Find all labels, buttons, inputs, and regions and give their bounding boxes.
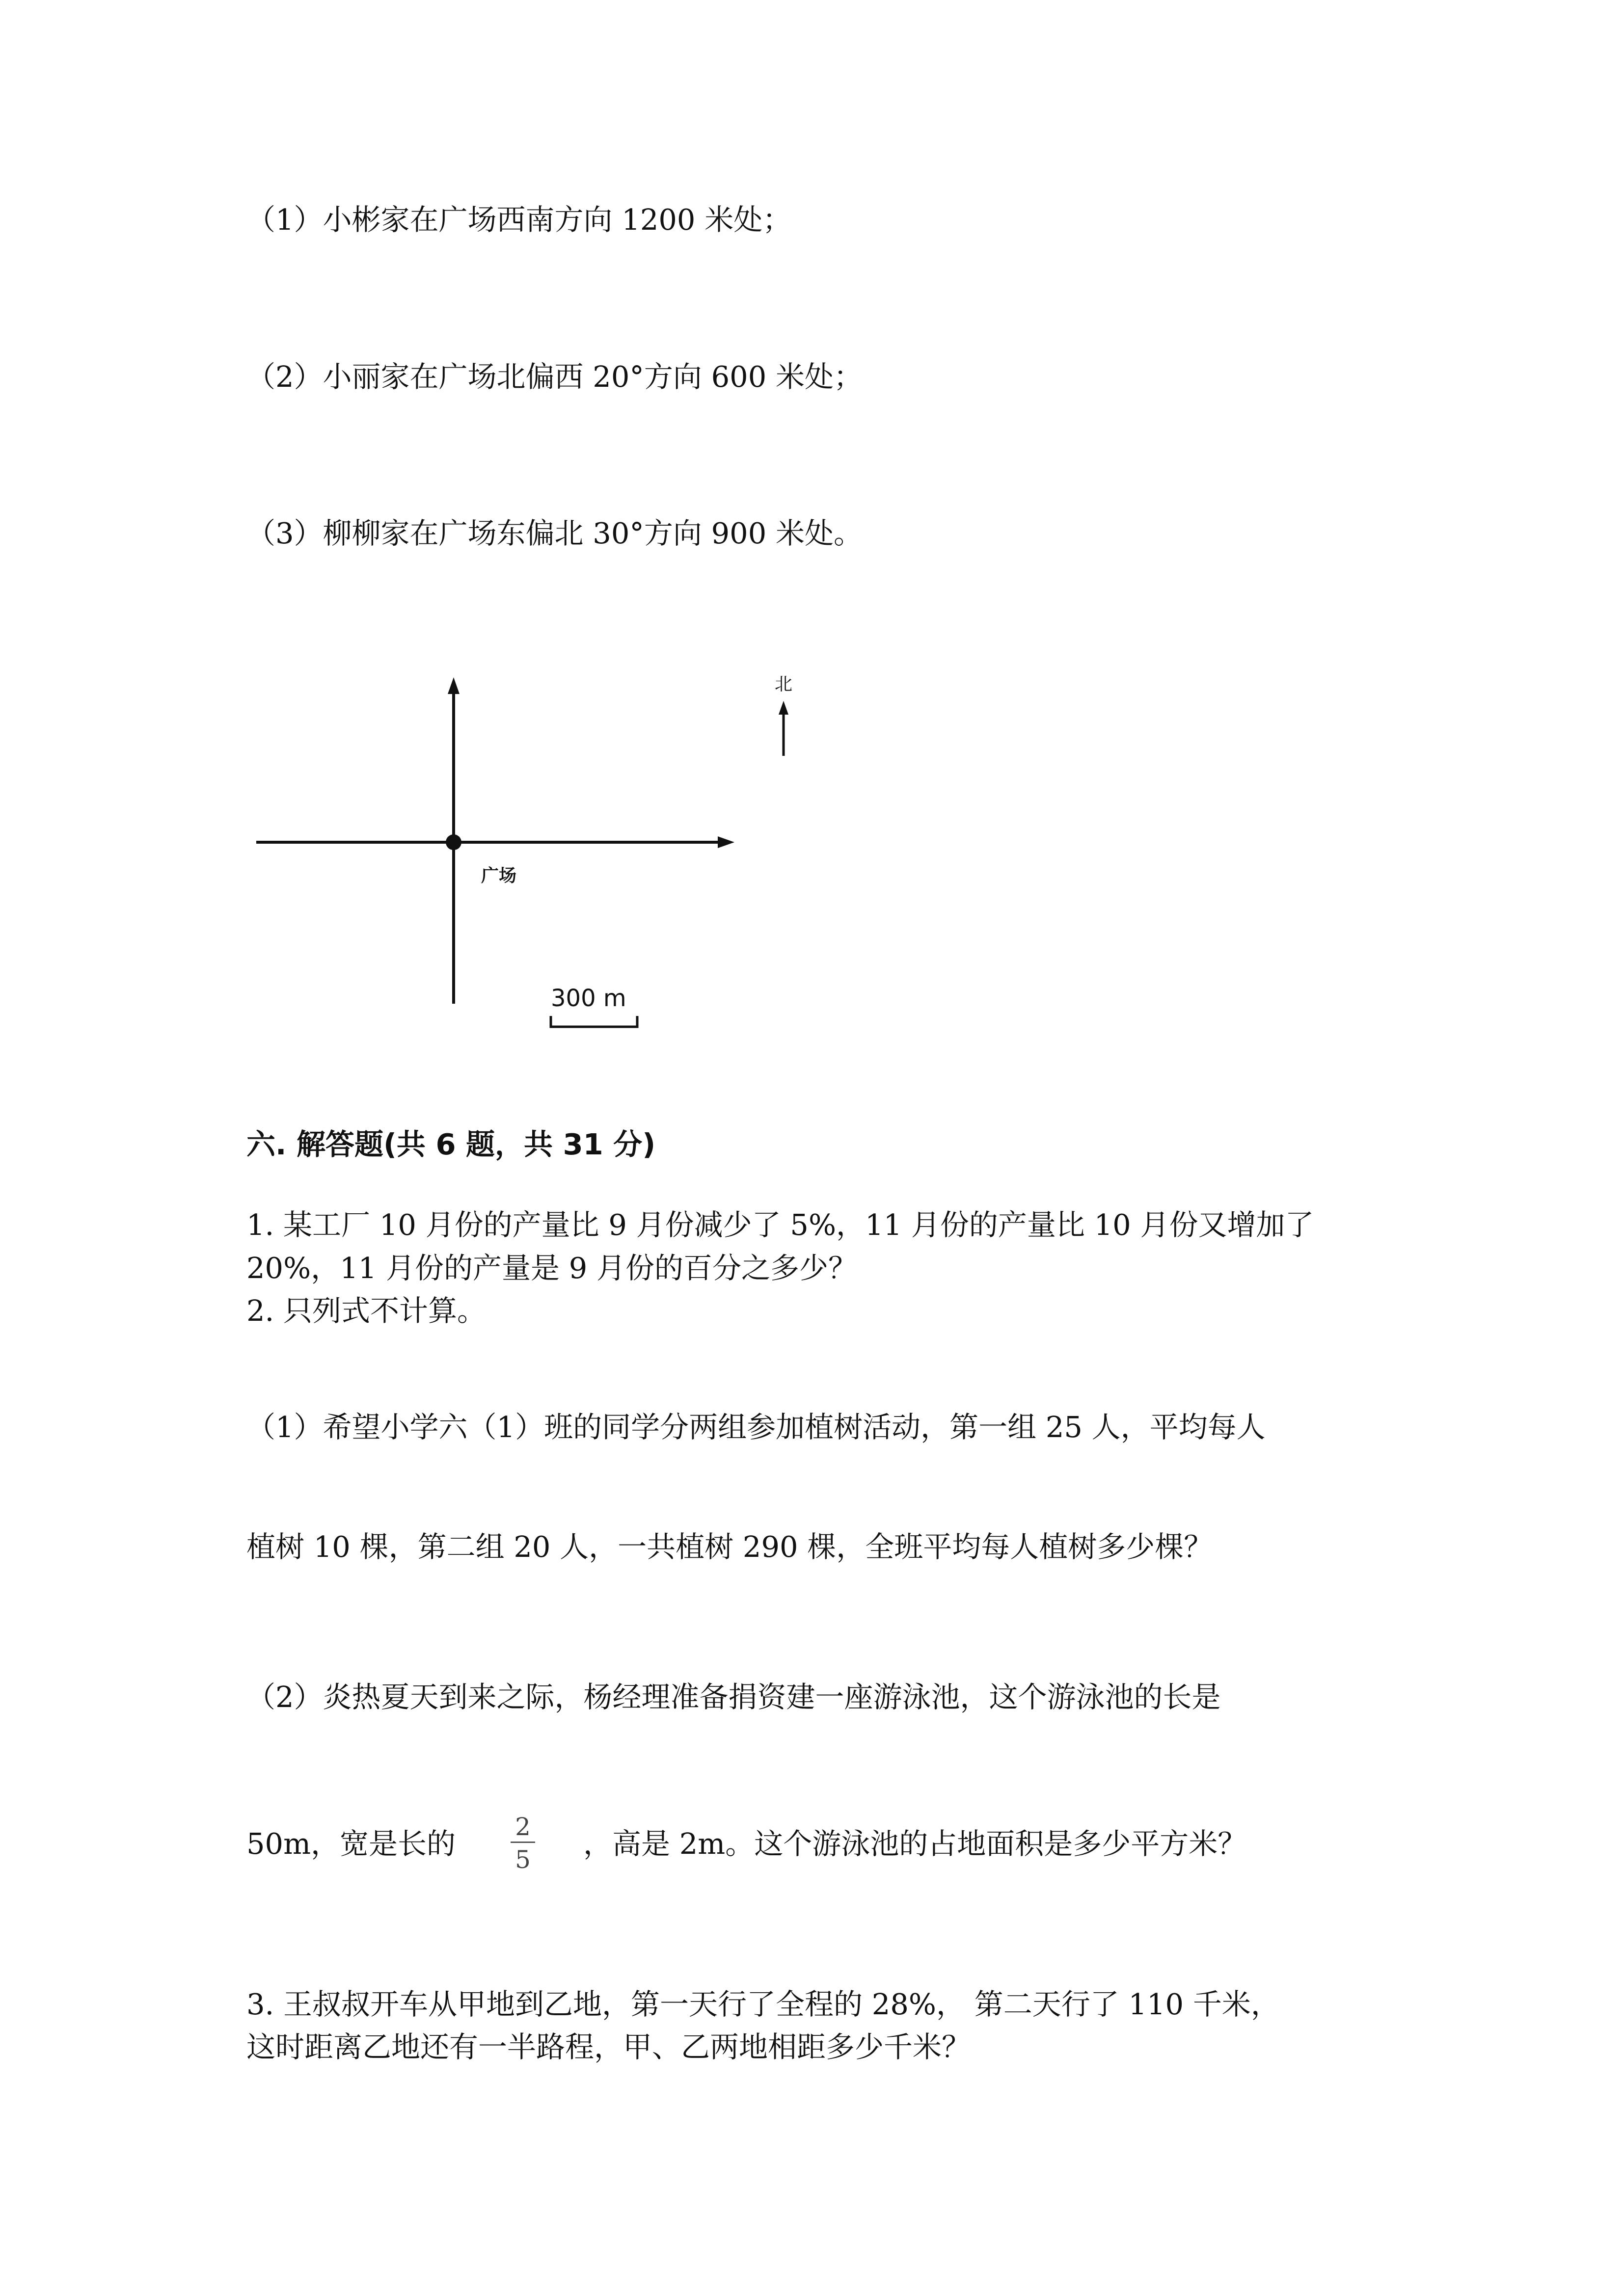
item-xiaoli-home: （2）小丽家在广场北偏西 20°方向 600 米处；: [246, 360, 863, 394]
q3-line-2: 这时距离乙地还有一半路程，甲、乙两地相距多少千米？: [246, 2030, 971, 2064]
axis-right-arrowhead: [718, 836, 734, 848]
q1-line-1: 1. 某工厂 10 月份的产量比 9 月份减少了 5%，11 月份的产量比 10 月份又增加了: [246, 1208, 1314, 1242]
q2-title: 2. 只列式不计算。: [246, 1294, 487, 1328]
plaza-label: 广场: [481, 866, 517, 886]
q2-sub2-before-fraction: 50m，宽是长的: [246, 1827, 456, 1861]
q1-line-2: 20%，11 月份的产量是 9 月份的百分之多少？: [246, 1251, 858, 1285]
scale-bar: [551, 1016, 637, 1027]
q2-sub1-line-2: 植树 10 棵，第二组 20 人，一共植树 290 棵，全班平均每人植树多少棵？: [246, 1530, 1213, 1564]
fraction-bar: [511, 1842, 535, 1843]
section-title: 六. 解答题(共 6 题，共 31 分): [246, 1127, 656, 1161]
fraction-numerator: 2: [515, 1813, 531, 1841]
q2-sub2-after-fraction: ，高是 2m。这个游泳池的占地面积是多少平方米？: [583, 1827, 1247, 1861]
q3-line-1: 3. 王叔叔开车从甲地到乙地，第一天行了全程的 28%， 第二天行了 110 千米，: [246, 1987, 1280, 2021]
fraction-denominator: 5: [515, 1845, 531, 1874]
north-label: 北: [774, 674, 793, 694]
q2-sub2-line-1: （2）炎热夏天到来之际，杨经理准备捐资建一座游泳池，这个游泳池的长是: [246, 1680, 1221, 1714]
q2-sub1-line-1: （1）希望小学六（1）班的同学分两组参加植树活动，第一组 25 人，平均每人: [246, 1410, 1266, 1444]
scale-label: 300 m: [551, 985, 626, 1012]
plaza-point: [446, 834, 461, 850]
north-arrow-icon: [779, 701, 788, 715]
item-xiaobin-home: （1）小彬家在广场西南方向 1200 米处；: [246, 203, 792, 237]
item-liuliu-home: （3）柳柳家在广场东偏北 30°方向 900 米处。: [246, 516, 863, 550]
axis-up-arrowhead: [448, 677, 460, 694]
